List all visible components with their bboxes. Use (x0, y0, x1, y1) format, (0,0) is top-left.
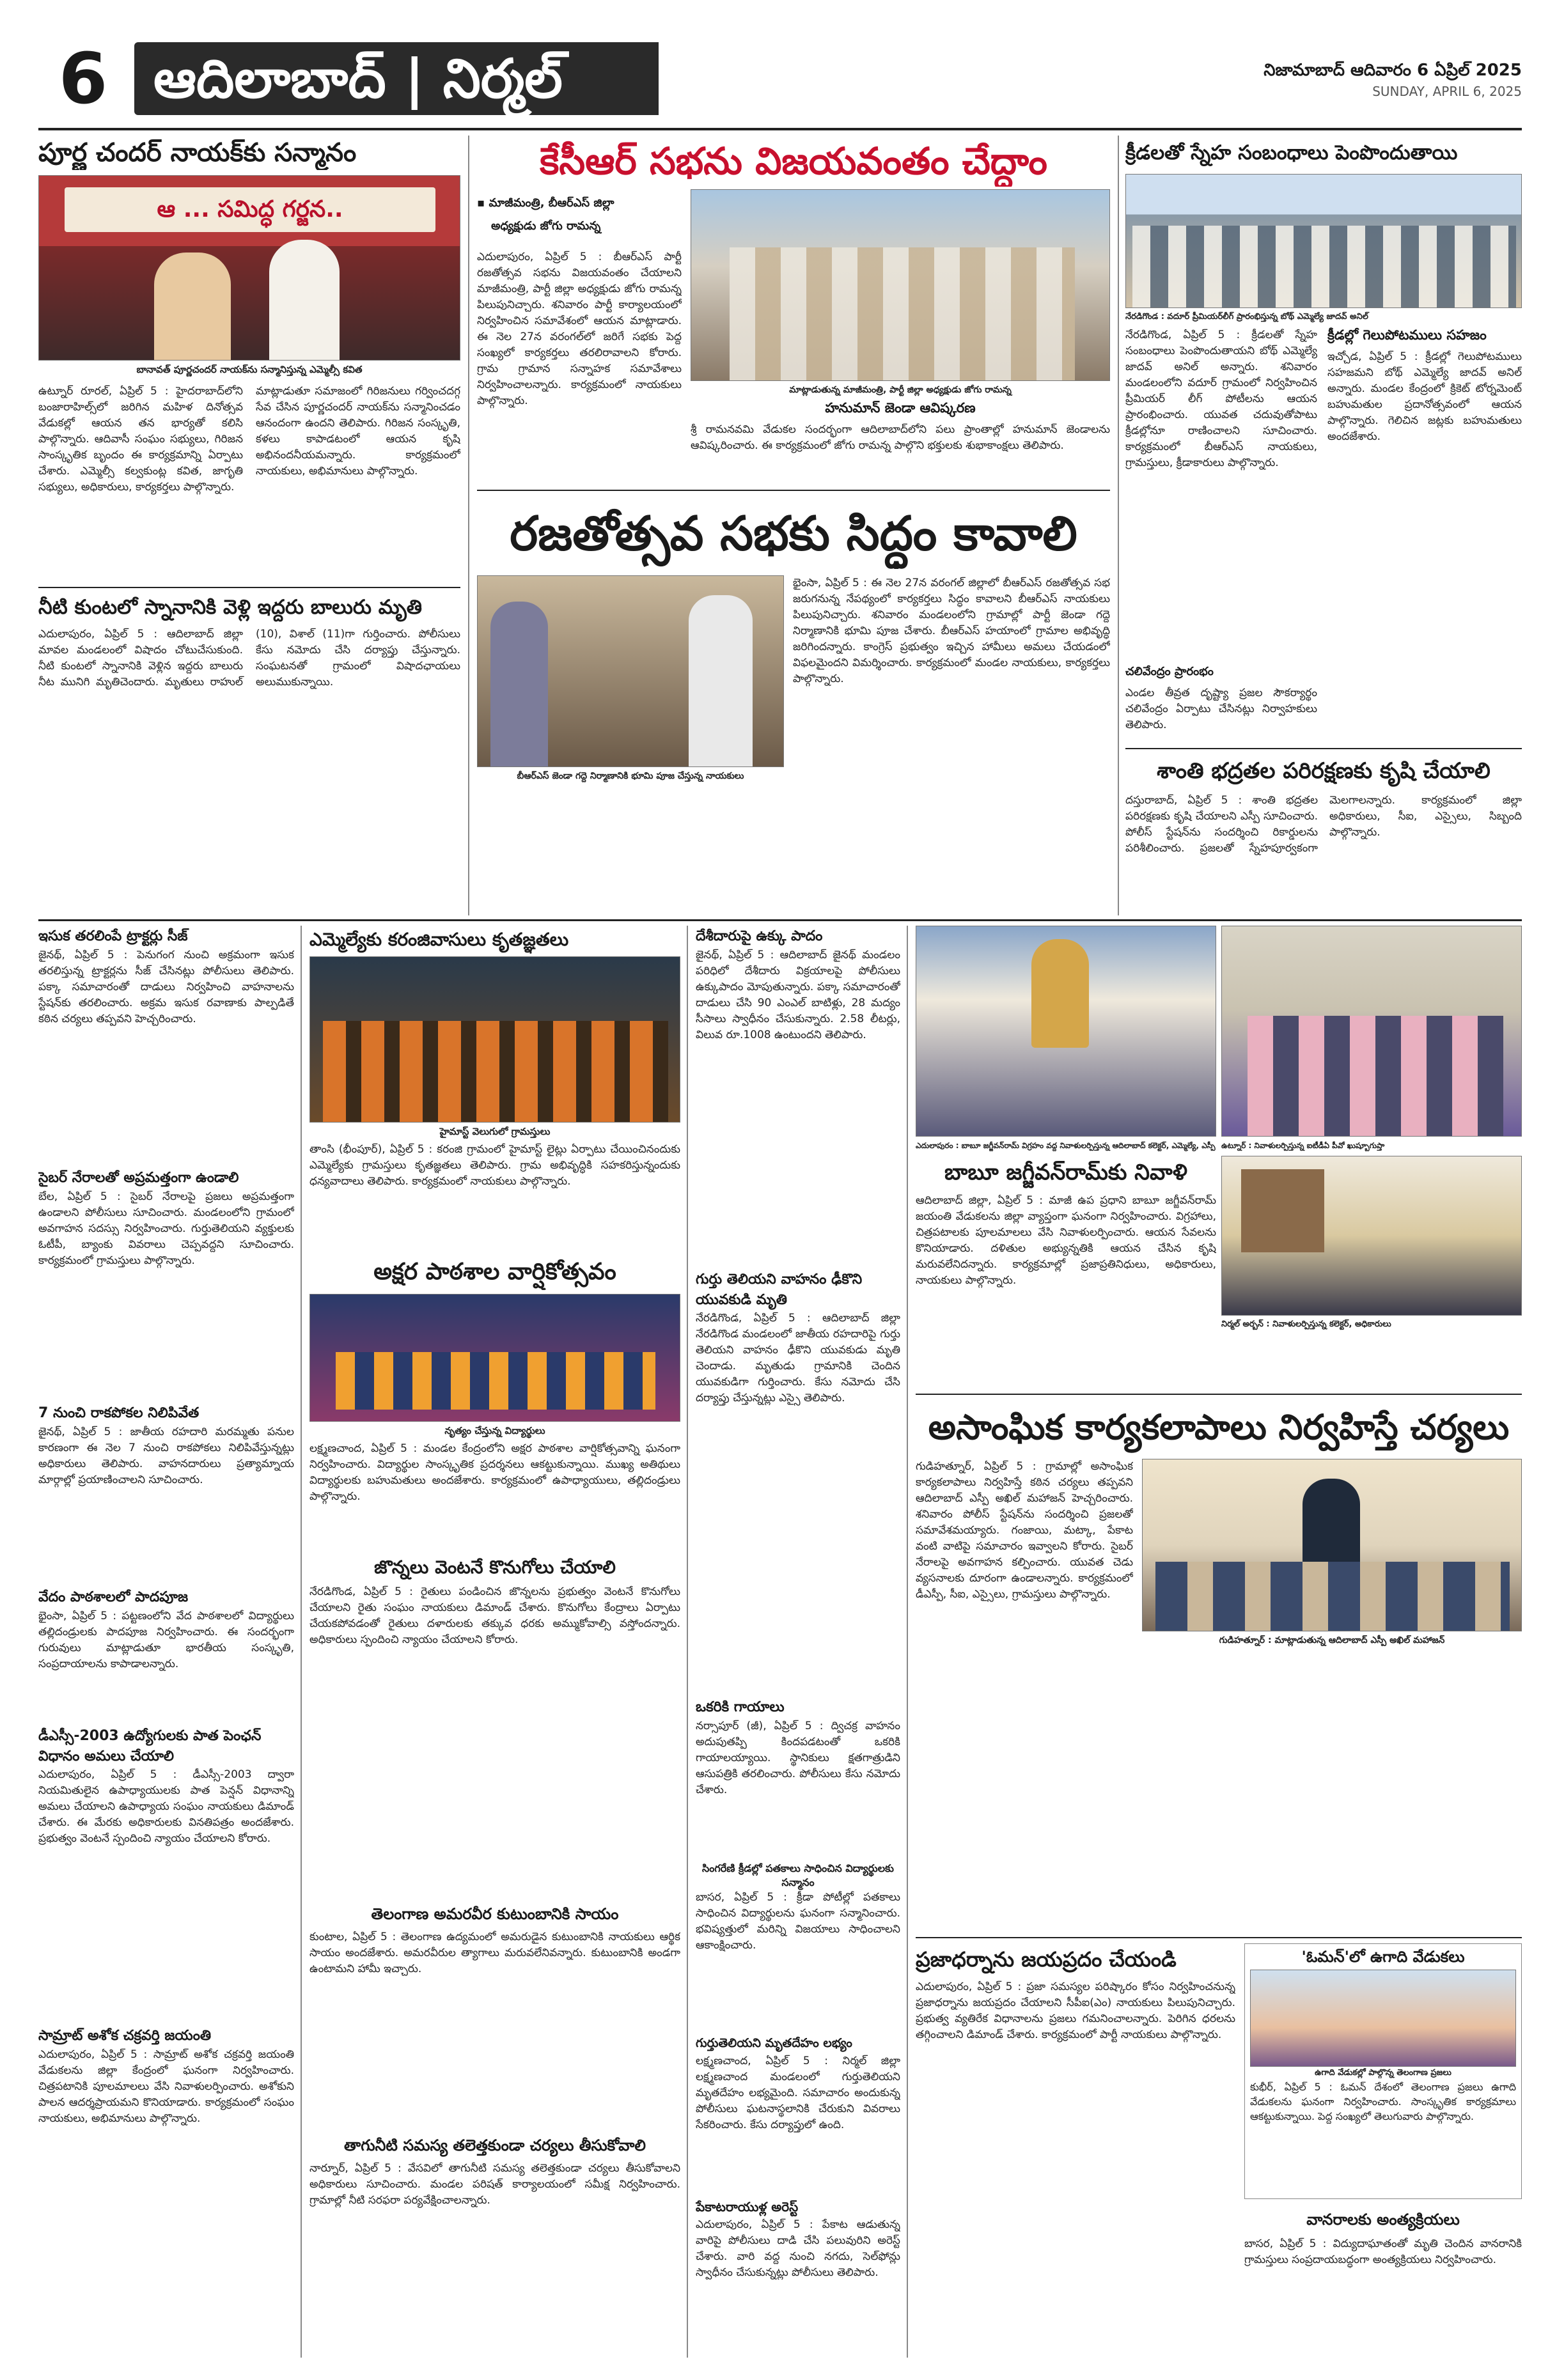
caption: మాట్లాడుతున్న మాజీమంత్రి, పార్టీ జిల్లా అధ్యక్షుడు జోగు రామన్న (789, 385, 1012, 395)
dateline (1253, 59, 1522, 110)
headline: వానరాలకు అంత్యక్రియలు (1306, 2211, 1460, 2228)
headline: సామ్రాట్ అశోక చక్రవర్తి జయంతి (38, 2028, 212, 2044)
article-body: లక్ష్మణచాంద, ఏప్రిల్ 5 : మండల కేంద్రంలోని అక్షర పాఠశాల వార్షికోత్సవాన్ని ఘనంగా నిర్వహించారు. విద్యార్థుల సాంస్కృతిక ప్రదర్శనలు ఆకట్టుకున్నాయి. ముఖ్య అతిథులు విద్యార్థులకు బహుమతులు అందజేశారు. కార్యక్రమంలో ఉపాధ్యాయులు, తల్లిదండ్రులు పాల్గొన్నారు. (309, 1442, 680, 1503)
headline: జొన్నలు వెంటనే కొనుగోలు చేయాలి (374, 1557, 616, 1578)
article-body: శ్రీ రామనవమి వేడుకల సందర్భంగా ఆదిలాబాద్‌లోని పలు ప్రాంతాల్లో హనుమాన్ జెండాలను ఆవిష్కరించారు. ఈ కార్యక్రమంలో జోగు రామన్న పాల్గొని భక్తులకు శుభాకాంక్షలు తెలిపారు. (691, 423, 1110, 452)
headline: పూర్ణ చందర్ నాయక్‌కు సన్మానం (38, 138, 357, 167)
article-body: నేరడిగొండ, ఏప్రిల్ 5 : రైతులు పండించిన జొన్నలను ప్రభుత్వం వెంటనే కొనుగోలు చేయాలని రైతు సంఘం నాయకులు డిమాండ్ చేశారు. కొనుగోలు కేంద్రాలు ఏర్పాటు చేయకపోవడంతో రైతులు దళారులకు తక్కువ ధరకు అమ్ముకోవాల్సి వస్తోందన్నారు. అధికారులు స్పందించి న్యాయం చేయాలని కోరారు. (309, 1585, 680, 1646)
masthead (38, 37, 659, 120)
section-title: ఆదిలాబాద్ | నిర్మల్ (134, 42, 659, 115)
date-english: SUNDAY, APRIL 6, 2025 (1372, 84, 1522, 99)
headline: అక్షర పాఠశాల వార్షికోత్సవం (373, 1259, 616, 1285)
headline: వేదం పాఠశాలలో పాదపూజ (38, 1589, 189, 1605)
statue-image (1031, 939, 1089, 1048)
headline-antisocial-activities: అసాంఘిక కార్యకలాపాలు నిర్వహిస్తే చర్యలు (928, 1407, 1510, 1447)
article-body: ఎదులాపురం, ఏప్రిల్ 5 : పేకాట ఆడుతున్న వారిపై పోలీసులు దాడి చేసి పలువురిని అరెస్ట్ చేశారు. వారి వద్ద నుంచి నగదు, సెల్‌ఫోన్లు స్వాధీనం చేసుకున్నట్లు పోలీసులు తెలిపారు. (696, 2218, 900, 2279)
headline: 7 నుంచి రాకపోకల నిలిపివేత (38, 1405, 200, 1421)
article-body: నేరడిగొండ, ఏప్రిల్ 5 : క్రీడలతో స్నేహ సంబంధాలు పెంపొందుతాయని బోథ్ ఎమ్మెల్యే జాదవ్ అనిల్ అన్నారు. శనివారం మండలంలోని వదూర్ గ్రామంలో నిర్వహించిన ప్రీమియర్ లీగ్ పోటీలను ఆయన ప్రారంభించారు. యువత చదువుతోపాటు క్రీడల్లోనూ రాణించాలని సూచించారు. కార్యక్రమంలో బీఆర్ఎస్ నాయకులు, గ్రామస్తులు, క్రీడాకారులు పాల్గొన్నారు. (1125, 329, 1317, 469)
person-figure (689, 595, 753, 767)
photo-jogu-ramanna-speaking (691, 189, 1110, 381)
headline: 'ఓమన్'లో ఉగాది వేడుకలు (1301, 1948, 1465, 1966)
column-crime-briefs (696, 926, 900, 2358)
photo-premier-league-launch (1125, 174, 1522, 308)
audience-image (1155, 1562, 1510, 1631)
crowd-image (730, 247, 1075, 381)
article-body: ఎదులాపురం, ఏప్రిల్ 5 : ప్రజా సమస్యల పరిష్కారం కోసం నిర్వహించనున్న ప్రజాధర్నాను జయప్రదం చేయాలని సీపీఐ(ఎం) నాయకులు పిలుపునిచ్చారు. ప్రభుత్వ వ్యతిరేక విధానాలను ప్రజలు గమనించాలన్నారు. పెరిగిన ధరలను తగ్గించాలని డిమాండ్ చేశారు. కార్యక్రమంలో పార్టీ నాయకులు పాల్గొన్నారు. (916, 1980, 1235, 2041)
article-body: నార్నూర్, ఏప్రిల్ 5 : వేసవిలో తాగునీటి సమస్య తలెత్తకుండా చర్యలు తీసుకోవాలని అధికారులు సూచించారు. మండల పరిషత్ కార్యాలయంలో సమీక్ష నిర్వహించారు. గ్రామాల్లో నీటి సరఫరా పర్యవేక్షించాలన్నారు. (309, 2162, 680, 2207)
article-body: తాంసి (భీంపూర్), ఏప్రిల్ 5 : కరంజి గ్రామంలో హైమాస్ట్ లైట్లు ఏర్పాటు చేయించినందుకు ఎమ్మెల్యేకు గ్రామస్తులు కృతజ్ఞతలు తెలిపారు. గ్రామ అభివృద్ధికి సహకరిస్తున్నందుకు ధన్యవాదాలు తెలిపారు. కార్యక్రమంలో నాయకులు పాల్గొన్నారు. (309, 1143, 680, 1188)
photo-school-anniversary (309, 1294, 680, 1422)
caption: ఎదులాపురం : బాబూ జగ్జీవన్‌రామ్ విగ్రహం వద్ద నివాళులర్పిస్తున్న ఆదిలాబాద్ కలెక్టర్, ఎమ్మెల్యే, ఎస్పీ (916, 1141, 1216, 1150)
article-body: ఇచ్చోడ, ఏప్రిల్ 5 : క్రీడల్లో గెలుపోటములు సహజమని బోథ్ ఎమ్మెల్యే జాదవ్ అనిల్ అన్నారు. మండల కేంద్రంలో క్రికెట్ టోర్నమెంట్ బహుమతుల ప్రదానోత్సవంలో ఆయన పాల్గొన్నారు. గెలిచిన జట్లకు బహుమతులు అందజేశారు. (1327, 350, 1522, 443)
divider (916, 1394, 1522, 1395)
headline: శాంతి భద్రతల పరిరక్షణకు కృషి చేయాలి (1157, 758, 1490, 784)
article-body: ఆదిలాబాద్ జిల్లా, ఏప్రిల్ 5 : మాజీ ఉప ప్రధాని బాబూ జగ్జీవన్‌రామ్ జయంతి వేడుకలను జిల్లా వ్యాప్తంగా ఘనంగా నిర్వహించారు. విగ్రహాలు, చిత్రపటాలకు పూలమాలలు వేసి నివాళులర్పించారు. ఆయన సేవలను కొనియాడారు. దళితుల అభ్యున్నతికి ఆయన చేసిన కృషి మరువలేనిదన్నారు. కార్యక్రమాల్లో ప్రజాప్రతినిధులు, అధికారులు, నాయకులు పాల్గొన్నారు. (916, 1194, 1216, 1287)
article-body: బాసర, ఏప్రిల్ 5 : విద్యుదాఘాతంతో మృతి చెందిన వానరానికి గ్రామస్తులు సంప్రదాయబద్ధంగా అంత్యక్రియలు నిర్వహించారు. (1244, 2237, 1522, 2266)
article-body: ఉట్నూర్ రూరల్, ఏప్రిల్ 5 : హైదరాబాద్‌లోని బంజారాహిల్స్‌లో జరిగిన మహిళ దినోత్సవ వేడుకల్లో ఆయన తన భార్యతో కలిసి పాల్గొన్నారు. ఆదివాసీ సంఘం సభ్యులు, గిరిజన సాంస్కృతిక బృందం ఈ కార్యక్రమాన్ని ఏర్పాటు చేశారు. ఎమ్మెల్సీ కల్వకుంట్ల కవిత, జాగృతి సభ్యులు, అధికారులు, కార్యకర్తలు పాల్గొన్నారు. (38, 385, 243, 494)
date-telugu: నిజామాబాద్ ఆదివారం 6 ఏప్రిల్ 2025 (1264, 61, 1522, 80)
section-divider (38, 919, 1522, 921)
masthead-rule (38, 128, 1522, 130)
photo-high-mast-lights (309, 956, 680, 1123)
column-briefs-left (38, 926, 294, 2358)
article-body: గుడిహత్నూర్, ఏప్రిల్ 5 : గ్రామాల్లో అసాంఘిక కార్యకలాపాలు నిర్వహిస్తే కఠిన చర్యలు తప్పవని ఆదిలాబాద్ ఎస్పీ అఖిల్ మహాజన్ హెచ్చరించారు. శనివారం పోలీస్ స్టేషన్‌ను సందర్శించి ప్రజలతో సమావేశమయ్యారు. గంజాయి, మట్కా, పేకాట వంటి వాటిపై సమాచారం ఇవ్వాలని కోరారు. సైబర్ నేరాలపై అవగాహన కల్పించారు. యువత చెడు వ్యసనాలకు దూరంగా ఉండాలన్నారు. కార్యక్రమంలో డీఎస్పీ, సీఐ, ఎస్సైలు, గ్రామస్తులు పాల్గొన్నారు. (916, 1460, 1133, 1601)
crowd-image (323, 1021, 668, 1123)
headline-kcr-sabha: కేసీఆర్ సభను విజయవంతం చేద్దాం (540, 139, 1047, 183)
page-number: 6 (58, 38, 108, 120)
article-body: భైంసా, ఏప్రిల్ 5 : ఈ నెల 27న వరంగల్ జిల్లాలో బీఆర్ఎస్ రజతోత్సవ సభ జరుగనున్న నేపథ్యంలో కార్యకర్తలు సిద్ధం కావాలని బీఆర్ఎస్ నాయకులు పిలుపునిచ్చారు. శనివారం మండలంలోని గ్రామాల్లో పార్టీ జెండా గద్దె నిర్మాణానికి భూమి పూజ చేశారు. బీఆర్ఎస్ హయాంలో గ్రామాల అభివృద్ధి జరిగిందన్నారు. కాంగ్రెస్ ప్రభుత్వం ఇచ్చిన హామీలు అమలు చేయడంలో విఫలమైందని విమర్శించారు. కార్యక్రమంలో మండల నాయకులు, కార్యకర్తలు పాల్గొన్నారు. (793, 577, 1110, 685)
crowd-image (39, 246, 460, 361)
article-body: బేల, ఏప్రిల్ 5 : సైబర్ నేరాలపై ప్రజలు అప్రమత్తంగా ఉండాలని పోలీసులు సూచించారు. మండలంలోని గ్రామంలో అవగాహన సదస్సు నిర్వహించారు. గుర్తుతెలియని వ్యక్తులకు ఓటీపీ, బ్యాంకు వివరాలు చెప్పవద్దని సూచించారు. కార్యక్రమంలో గ్రామస్తులు పాల్గొన్నారు. (38, 1190, 294, 1267)
bullet: ▪ మాజీమంత్రి, బీఆర్ఎస్ జిల్లా (477, 196, 614, 210)
caption: హైమాస్ట్ వెలుగులో గ్రామస్తులు (439, 1126, 551, 1137)
headline: సైబర్ నేరాలతో అప్రమత్తంగా ఉండాలి (38, 1170, 239, 1186)
sub-headline: క్రీడల్లో గెలుపోటములు సహజం (1327, 327, 1487, 343)
headline: ఒకరికి గాయాలు (696, 1699, 785, 1715)
article-body: జైనథ్, ఏప్రిల్ 5 : పెనుగంగ నుంచి అక్రమంగా ఇసుక తరలిస్తున్న ట్రాక్టర్లను సీజ్ చేసినట్లు పోలీసులు తెలిపారు. పక్కా సమాచారంతో దాడులు నిర్వహించి వాహనాలను స్టేషన్‌కు తరలించారు. అక్రమ ఇసుక రవాణాకు పాల్పడితే కఠిన చర్యలు తప్పవని హెచ్చరించారు. (38, 949, 294, 1025)
article-body: బాసర, ఏప్రిల్ 5 : క్రీడా పోటీల్లో పతకాలు సాధించిన విద్యార్థులను ఘనంగా సన్మానించారు. భవిష్యత్తులో మరిన్ని విజయాలు సాధించాలని ఆకాంక్షించారు. (696, 1891, 900, 1952)
headline: తాగునీటి సమస్య తలెత్తకుండా చర్యలు తీసుకోవాలి (343, 2136, 646, 2154)
article-body: ఎదులాపురం, ఏప్రిల్ 5 : డీఎస్సీ-2003 ద్వారా నియమితులైన ఉపాధ్యాయులకు పాత పెన్షన్ విధానాన్ని అమలు చేయాలని ఉపాధ్యాయ సంఘం నాయకులు డిమాండ్ చేశారు. ఈ మేరకు అధికారులకు వినతిపత్రం అందజేశారు. ప్రభుత్వం వెంటనే స్పందించి న్యాయం చేయాలని కోరారు. (38, 1768, 294, 1845)
portrait-image (1241, 1169, 1324, 1252)
divider (477, 490, 1110, 491)
headline-rajathotsava: రజతోత్సవ సభకు సిద్ధం కావాలి (510, 506, 1077, 561)
photo-itda-po-tribute (1221, 926, 1522, 1137)
divider (1125, 748, 1522, 749)
photo-purna-chandar-felicitation (38, 175, 460, 361)
caption: గుడిహత్నూర్ : మాట్లాడుతున్న ఆదిలాబాద్ ఎస్పీ అఖిల్ మహాజన్ (1219, 1635, 1445, 1645)
photo-bhoomi-puja (477, 575, 784, 767)
article-oman-ugadi (1244, 1943, 1522, 2199)
article-body: ఎండల తీవ్రత దృష్ట్యా ప్రజల సౌకర్యార్థం చలివేంద్రం ఏర్పాటు చేసినట్లు నిర్వాహకులు తెలిపారు. (1125, 687, 1317, 731)
headline: దేశీదారుపై ఉక్కు పాదం (696, 928, 823, 944)
article-body: నేరడిగొండ, ఏప్రిల్ 5 : ఆదిలాబాద్ జిల్లా నేరడిగొండ మండలంలో జాతీయ రహదారిపై గుర్తు తెలియని వాహనం ఢీకొని యువకుడు మృతి చెందాడు. మృతుడు గ్రామానికి చెందిన యువకుడిగా గుర్తించారు. కేసు నమోదు చేసి దర్యాప్తు చేస్తున్నట్లు ఎస్సై తెలిపారు. (696, 1312, 900, 1404)
headline: ఎమ్మెల్యేకు కరంజివాసులు కృతజ్ఞతలు (309, 929, 569, 950)
photo-sp-speaking (1142, 1459, 1522, 1631)
article-body: దస్తురాబాద్, ఏప్రిల్ 5 : శాంతి భద్రతల పరిరక్షణకు కృషి చేయాలని ఎస్పీ సూచించారు. పోలీస్ స్టేషన్‌ను సందర్శించి రికార్డులను పరిశీలించారు. ప్రజలతో స్నేహపూర్వకంగా మెలగాలన్నారు. కార్యక్రమంలో జిల్లా అధికారులు, సీఐ, ఎస్సైలు, సిబ్బంది పాల్గొన్నారు. (1125, 794, 1522, 855)
crowd-image (1248, 1016, 1503, 1137)
divider (916, 1937, 1522, 1938)
photo-collector-tribute (1221, 1156, 1522, 1316)
dancers-image (336, 1352, 655, 1410)
sub-headline: చలివేంద్రం ప్రారంభం (1125, 665, 1214, 678)
column-divider (1118, 136, 1119, 915)
caption: ఉగాది వేడుకల్లో పాల్గొన్న తెలంగాణ ప్రజలు (1315, 2068, 1451, 2078)
person-figure (490, 602, 548, 767)
caption: నేరడిగొండ : వదూర్ ప్రీమియర్‌లీగ్ ప్రారంభిస్తున్న బోథ్ ఎమ్మెల్యే జాదవ్ అనిల్ (1125, 312, 1368, 322)
headline: సింగరేణి క్రీడల్లో పతకాలు సాధించిన విద్యార్థులకు సన్మానం (702, 1862, 894, 1888)
caption: నిర్మల్ అర్బన్ : నివాళులర్పిస్తున్న కలెక్టర్, అధికారులు (1221, 1319, 1391, 1329)
article-body: జైనథ్, ఏప్రిల్ 5 : ఆదిలాబాద్ జైనథ్ మండలం పరిధిలో దేశీదారు విక్రయాలపై పోలీసులు ఉక్కుపాదం మోపుతున్నారు. పక్కా సమాచారంతో దాడులు చేసి 90 ఎంఎల్ బాటిళ్లు, 28 మద్యం సీసాలు స్వాధీనం చేసుకున్నారు. 2.58 లీటర్లు, విలువ రూ.1008 ఉంటుందని తెలిపారు. (696, 949, 900, 1041)
photo-ugadi-oman (1250, 1970, 1516, 2067)
column-divider (301, 926, 302, 2358)
headline: గుర్తుతెలియని మృతదేహం లభ్యం (696, 2036, 852, 2050)
article-body: ఎదులాపురం, ఏప్రిల్ 5 : ఆదిలాబాద్ జిల్లా మావల మండలంలో విషాదం చోటుచేసుకుంది. నీటి కుంటలో స్నానానికి వెళ్లిన ఇద్దరు బాలురు నీట మునిగి మృతిచెందారు. మృతులు రాహుల్ (10), విశాల్ (11)గా గుర్తించారు. పోలీసులు కేసు నమోదు చేసి దర్యాప్తు చేస్తున్నారు. సంఘటనతో గ్రామంలో విషాదఛాయలు అలుముకున్నాయి. (38, 628, 460, 688)
headline: పేకాటరాయుళ్ల అరెస్ట్ (696, 2199, 799, 2214)
headline: తెలంగాణ అమరవీర కుటుంబానికి సాయం (371, 1905, 619, 1923)
article-purna-chandar (38, 136, 460, 170)
column-divider (468, 136, 469, 915)
article-body: కుభీర్, ఏప్రిల్ 5 : ఓమన్ దేశంలో తెలంగాణ ప్రజలు ఉగాది వేడుకలను ఘనంగా నిర్వహించారు. సాంస్కృతిక కార్యక్రమాలు ఆకట్టుకున్నాయి. పెద్ద సంఖ్యలో తెలుగువారు పాల్గొన్నారు. (1250, 2081, 1516, 2122)
article-body: కుంటాల, ఏప్రిల్ 5 : తెలంగాణ ఉద్యమంలో అమరుడైన కుటుంబానికి నాయకులు ఆర్థిక సాయం అందజేశారు. అమరవీరుల త్యాగాలు మరువలేనివన్నారు. కుటుంబానికి అండగా ఉంటామని హామీ ఇచ్చారు. (309, 1931, 680, 1975)
article-body: జైనథ్, ఏప్రిల్ 5 : జాతీయ రహదారి మరమ్మతు పనుల కారణంగా ఈ నెల 7 నుంచి రాకపోకలు నిలిపివేస్తున్నట్లు అధికారులు తెలిపారు. వాహనదారులు ప్రత్యామ్నాయ మార్గాల్లో ప్రయాణించాలని సూచించారు. (38, 1426, 294, 1486)
article-body: లక్ష్మణచాంద, ఏప్రిల్ 5 : నిర్మల్ జిల్లా లక్ష్మణచాంద మండలంలో గుర్తుతెలియని మృతదేహం లభ్యమైంది. సమాచారం అందుకున్న పోలీసులు ఘటనాస్థలానికి చేరుకుని వివరాలు సేకరించారు. కేసు దర్యాప్తులో ఉంది. (696, 2055, 900, 2131)
article-body: మాట్లాడుతూ సమాజంలో గిరిజనులు గర్వించదగ్గ సేవ చేసిన పూర్ణచందర్ నాయక్‌ను సన్మానించడం ఆనందంగా ఉందని తెలిపారు. గిరిజన సంస్కృతి, కళలు కాపాడటంలో ఆయన కృషి అభినందనీయమన్నారు. కార్యక్రమంలో నాయకులు, అభిమానులు పాల్గొన్నారు. (256, 385, 460, 478)
person-figure (269, 240, 340, 361)
headline: డీఎస్సీ-2003 ఉద్యోగులకు పాత పెంఛన్ విధానం అమలు చేయాలి (38, 1728, 262, 1764)
article-body: ఎదులాపురం, ఏప్రిల్ 5 : బీఆర్ఎస్ పార్టీ రజతోత్సవ సభను విజయవంతం చేయాలని మాజీమంత్రి, పార్టీ జిల్లా అధ్యక్షుడు జోగు రామన్న పిలుపునిచ్చారు. శనివారం పార్టీ కార్యాలయంలో నిర్వహించిన సమావేశంలో ఆయన మాట్లాడారు. ఈ నెల 27న వరంగల్‌లో జరిగే సభకు పెద్ద సంఖ్యలో కార్యకర్తలు తరలిరావాలని కోరారు. గ్రామ గ్రామాన సన్నాహక సమావేశాలు నిర్వహించాలన్నారు. కార్యక్రమంలో నాయకులు పాల్గొన్నారు. (477, 251, 682, 407)
headline: నీటి కుంటలో స్నానానికి వెళ్లి ఇద్దరు బాలురు మృతి (38, 596, 422, 619)
bullet: అధ్యక్షుడు జోగు రామన్న (491, 219, 601, 233)
person-figure (154, 253, 231, 361)
caption: బీఆర్ఎస్ జెండా గద్దె నిర్మాణానికి భూమి పూజ చేస్తున్న నాయకులు (517, 771, 744, 781)
divider (38, 587, 460, 588)
caption: ఉట్నూర్ : నివాళులర్పిస్తున్న ఐటీడీఏ పీవో ఖుష్బూగుప్తా (1221, 1141, 1385, 1150)
caption: బానావత్ పూర్ణచందర్ నాయక్‌ను సన్మానిస్తున్న ఎమ్మెల్సీ కవిత (136, 364, 363, 375)
article-body: నర్సాపూర్ (జీ), ఏప్రిల్ 5 : ద్విచక్ర వాహనం అదుపుతప్పి కిందపడటంతో ఒకరికి గాయాలయ్యాయి. స్థానికులు క్షతగాత్రుడిని ఆసుపత్రికి తరలించారు. పోలీసులు కేసు నమోదు చేశారు. (696, 1720, 900, 1796)
headline: బాబూ జగ్జీవన్‌రామ్‌కు నివాళి (944, 1160, 1187, 1185)
banner-text: ఆ ... సమిద్ధ గర్జన.. (65, 187, 435, 232)
caption: నృత్యం చేస్తున్న విద్యార్థులు (444, 1425, 545, 1436)
sub-headline: హనుమాన్ జెండా ఆవిష్కరణ (825, 400, 976, 416)
headline: ప్రజాధర్నాను జయప్రదం చేయండి (916, 1947, 1177, 1972)
headline-bullets (477, 192, 682, 243)
photo-jagjivan-ram-statue (916, 926, 1216, 1137)
article-body: భైంసా, ఏప్రిల్ 5 : పట్టణంలోని వేద పాఠశాలలో విద్యార్థులు తల్లిదండ్రులకు పాదపూజ నిర్వహించారు. ఈ సందర్భంగా గురువులు మాట్లాడుతూ భారతీయ సంస్కృతి, సంప్రదాయాలను కాపాడాలన్నారు. (38, 1610, 294, 1670)
column-divider (907, 926, 908, 2358)
headline: ఇసుక తరలింపే ట్రాక్టర్లు సీజ్ (38, 928, 188, 944)
headline: క్రీడలతో స్నేహ సంబంధాలు పెంపొందుతాయి (1125, 141, 1458, 164)
crowd-image (1132, 226, 1516, 308)
headline: గుర్తు తెలియని వాహనం ఢీకొని యువకుడి మృతి (696, 1272, 863, 1308)
column-divider (687, 926, 688, 2358)
article-body: ఎదులాపురం, ఏప్రిల్ 5 : సామ్రాట్ అశోక చక్రవర్తి జయంతి వేడుకలను జిల్లా కేంద్రంలో ఘనంగా నిర్వహించారు. చిత్రపటానికి పూలమాలలు వేసి నివాళులర్పించారు. అశోకుని పాలన ఆదర్శప్రాయమని కొనియాడారు. కార్యక్రమంలో సంఘం నాయకులు, అభిమానులు పాల్గొన్నారు. (38, 2048, 294, 2125)
